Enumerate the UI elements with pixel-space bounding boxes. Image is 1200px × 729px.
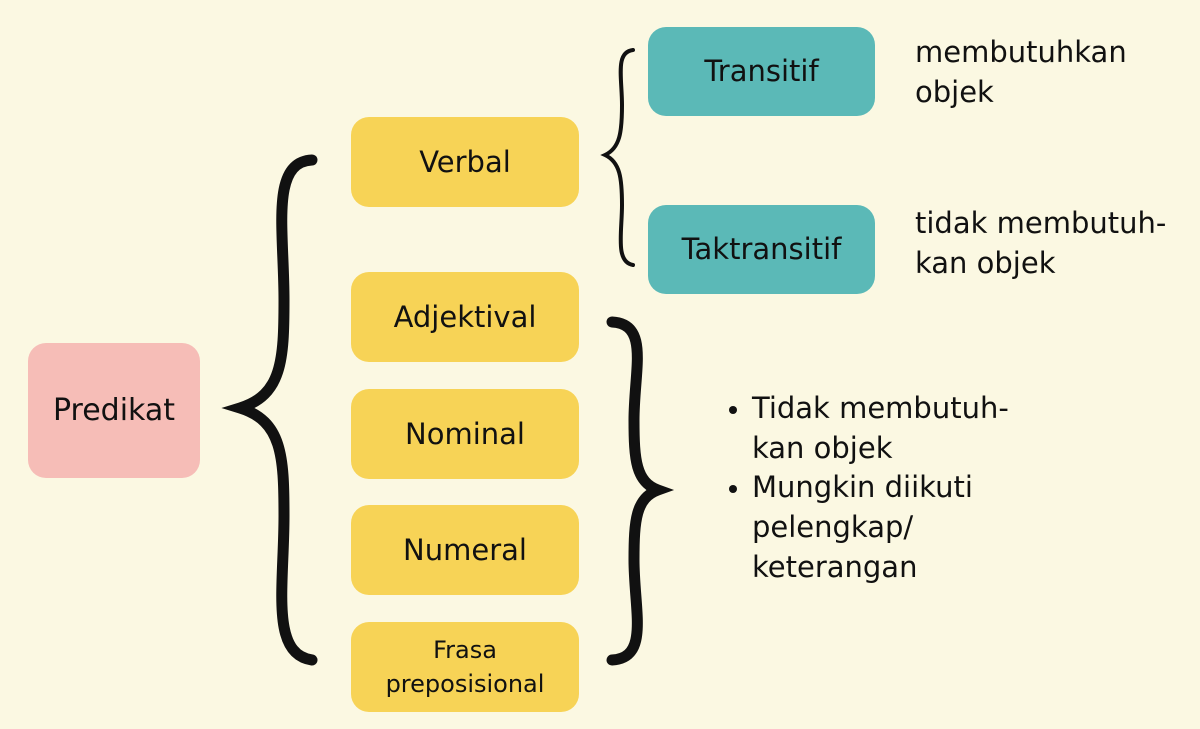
category-label: Adjektival	[393, 299, 537, 334]
verbal-brace	[605, 50, 633, 265]
root-node-label: Predikat	[52, 392, 176, 428]
verb-type-node-transitif	[648, 27, 875, 116]
note-taktransitif: tidak membutuh- kan objek	[915, 206, 1167, 280]
non-verbal-brace	[612, 322, 658, 660]
non-verbal-notes-list	[726, 389, 1009, 588]
category-node-frasa-preposisional	[351, 622, 579, 712]
verb-type-label: Transitif	[704, 54, 819, 89]
verb-type-node-taktransitif	[648, 205, 875, 294]
non-verbal-note-item: Mungkin diikuti pelengkap/ keterangan	[726, 468, 1009, 587]
note-transitif: membutuhkan objek	[915, 35, 1127, 109]
category-node-nominal	[351, 389, 579, 479]
verb-type-label: Taktransitif	[681, 232, 842, 267]
category-node-adjektival	[351, 272, 579, 362]
category-label: Frasa preposisional	[385, 635, 545, 698]
main-brace	[240, 160, 312, 660]
category-node-verbal	[351, 117, 579, 207]
category-label: Verbal	[419, 144, 511, 179]
root-node-predikat	[28, 343, 200, 478]
category-label: Numeral	[403, 532, 527, 567]
non-verbal-note-item: Tidak membutuh- kan objek	[726, 389, 1009, 468]
category-node-numeral	[351, 505, 579, 595]
category-label: Nominal	[405, 416, 525, 451]
